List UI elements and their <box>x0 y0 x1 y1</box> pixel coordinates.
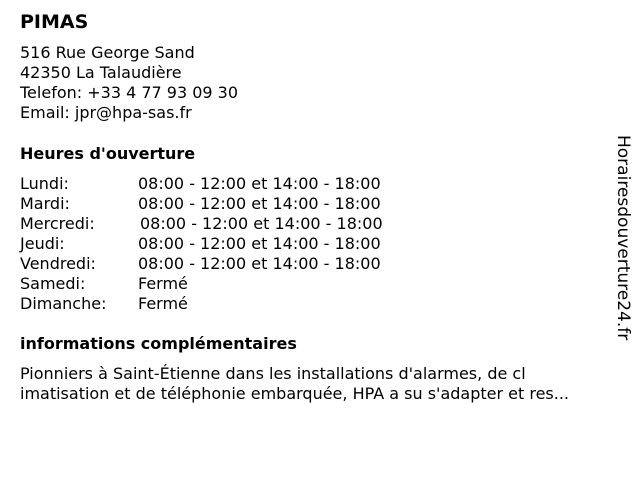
hours-row-dimanche <box>20 294 460 314</box>
opening-hours-heading: Heures d'ouverture <box>20 144 196 163</box>
email-address: Email: jpr@hpa-sas.fr <box>20 103 192 122</box>
hours-day: Lundi: <box>20 174 69 193</box>
hours-row-mercredi <box>20 214 460 234</box>
hours-time: Fermé <box>138 274 188 293</box>
phone-number: Telefon: +33 4 77 93 09 30 <box>20 83 239 102</box>
hours-day: Vendredi: <box>20 254 96 273</box>
hours-day: Dimanche: <box>20 294 107 313</box>
additional-info-heading: informations complémentaires <box>20 334 297 353</box>
business-name: PIMAS <box>20 11 89 33</box>
hours-time: 08:00 - 12:00 et 14:00 - 18:00 <box>138 254 381 273</box>
additional-info-text <box>20 364 620 404</box>
address-street: 516 Rue George Sand <box>20 43 195 62</box>
hours-row-samedi <box>20 274 460 294</box>
hours-time: Fermé <box>138 294 188 313</box>
info-line-1: Pionniers à Saint-Étienne dans les installations d'alarmes, de cl <box>20 364 526 383</box>
hours-row-jeudi <box>20 234 460 254</box>
hours-day: Samedi: <box>20 274 86 293</box>
hours-time: 08:00 - 12:00 et 14:00 - 18:00 <box>138 234 381 253</box>
business-card <box>20 0 610 480</box>
hours-row-vendredi <box>20 254 460 274</box>
address-city: 42350 La Talaudière <box>20 63 182 82</box>
hours-day: Jeudi: <box>20 234 65 253</box>
hours-day: Mercredi: <box>20 214 95 233</box>
watermark-text: Horairesdouverture24.fr <box>613 135 633 341</box>
hours-time: 08:00 - 12:00 et 14:00 - 18:00 <box>138 194 381 213</box>
hours-time: 08:00 - 12:00 et 14:00 - 18:00 <box>138 174 381 193</box>
hours-row-lundi <box>20 174 460 194</box>
hours-row-mardi <box>20 194 460 214</box>
hours-time: 08:00 - 12:00 et 14:00 - 18:00 <box>140 214 383 233</box>
hours-day: Mardi: <box>20 194 70 213</box>
opening-hours-table <box>20 174 460 314</box>
info-line-2: imatisation et de téléphonie embarquée, HPA a su s'adapter et res... <box>20 384 570 403</box>
contact-block <box>20 43 238 123</box>
site-watermark <box>612 135 634 347</box>
